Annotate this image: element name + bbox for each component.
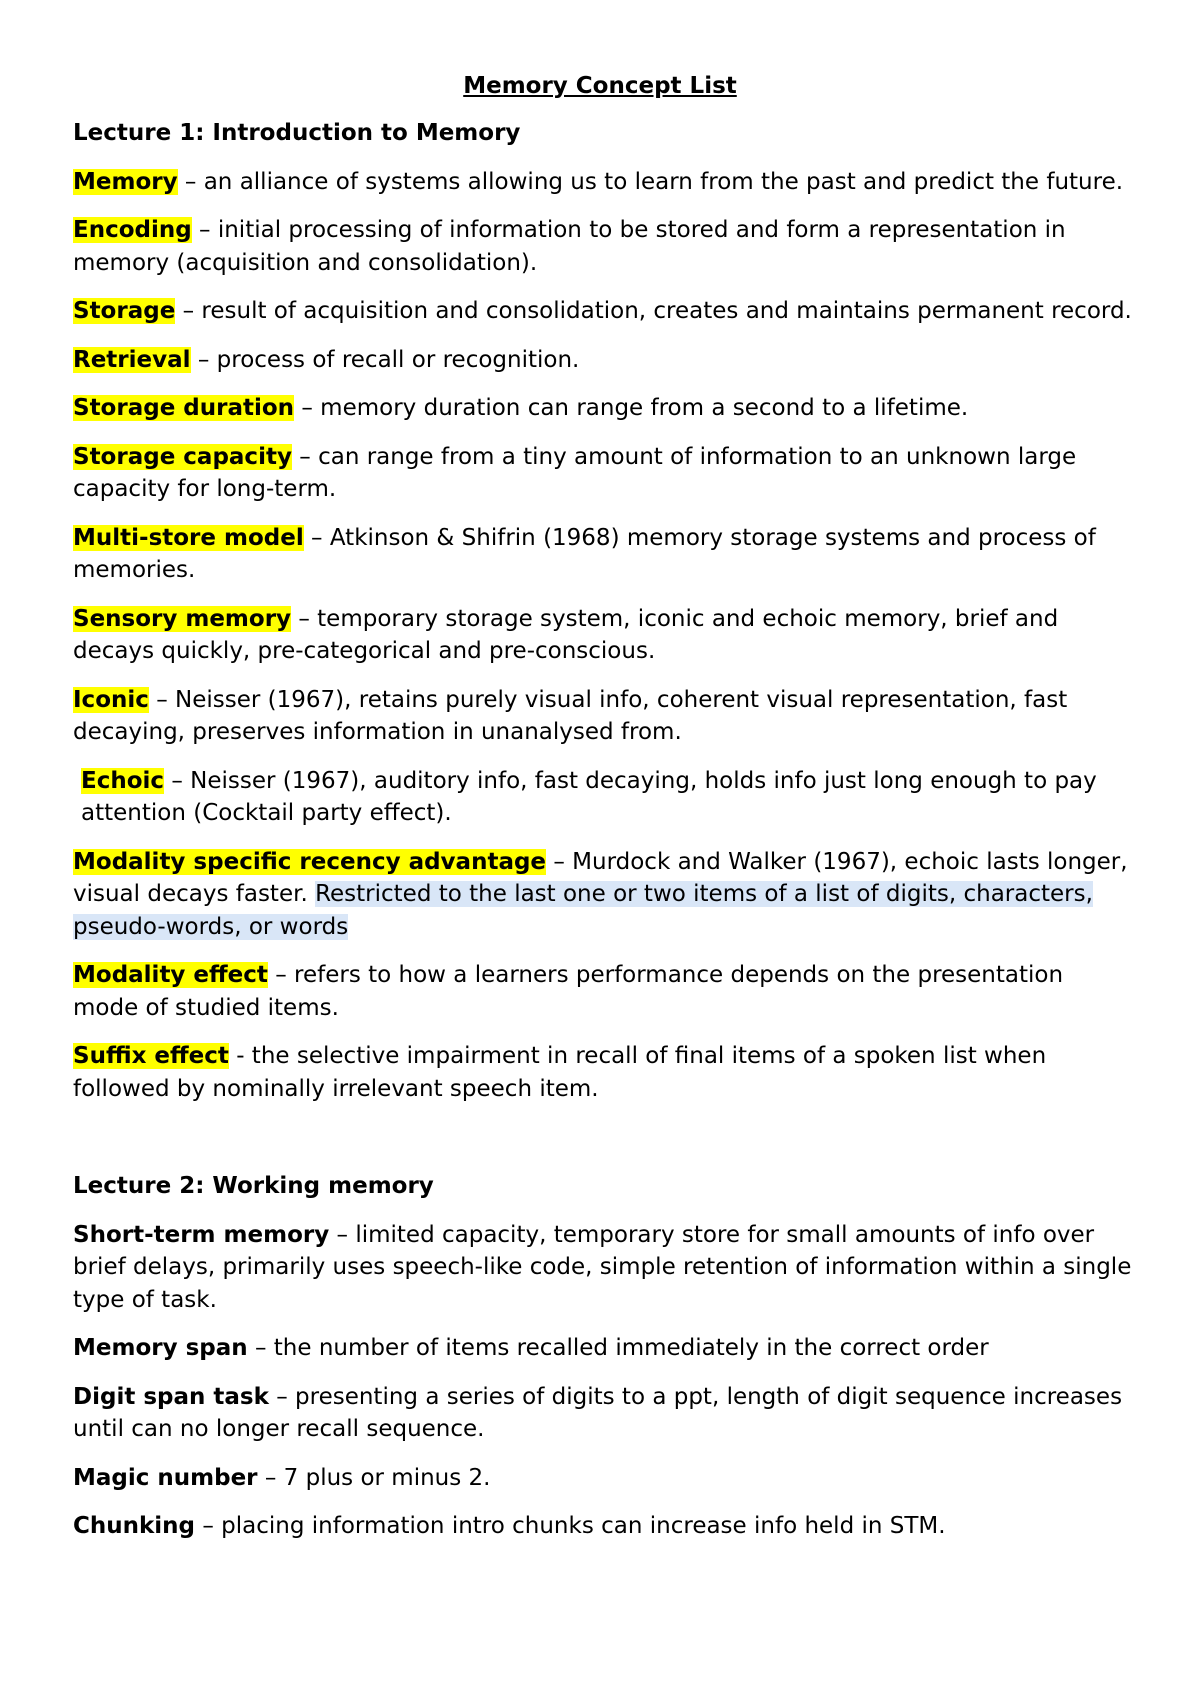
section-spacer [73,1121,1200,1170]
concept-definition: – an alliance of systems allowing us to learn from the past and predict the future. [177,168,1124,195]
concept-term: Sensory memory [73,605,292,632]
concept-storage-capacity [73,441,1133,506]
concept-storage-duration [73,392,1133,425]
concept-term: Modality effect [73,962,268,988]
concept-term: Digit span task [73,1383,269,1410]
concept-encoding [73,214,1133,279]
lecture-1-heading: Lecture 1: Introduction to Memory [73,120,521,146]
concept-term: Short-term memory [73,1221,330,1248]
concept-retrieval [73,344,1133,377]
highlighted-note: Restricted to the last one or two items of a list of digits, characters, pseudo-words, or words [73,881,1093,940]
lecture-2-heading: Lecture 2: Working memory [73,1173,434,1199]
concept-term: Memory span [73,1335,248,1361]
concept-definition: – Murdock and Walker (1967), echoic lasts longer, visual decays faster. [73,848,1128,907]
concept-term: Storage duration [73,395,295,421]
concept-term: Chunking [73,1513,196,1539]
concept-term: Echoic [81,767,165,794]
concept-definition: – refers to how a learners performance depends on the presentation mode of studied items. [73,962,1064,1021]
concept-definition: – Neisser (1967), retains purely visual info, coherent visual representation, fast decaying, preserves information in unanalysed from. [73,686,1068,745]
concept-definition: – process of recall or recognition. [190,346,580,373]
concept-definition: – 7 plus or minus 2. [257,1464,491,1491]
concept-storage [73,295,1133,328]
concept-echoic [73,765,1141,830]
concept-term: Storage capacity [73,443,292,470]
concept-short-term-memory [73,1219,1133,1317]
concept-definition: – Neisser (1967), auditory info, fast decaying, holds info just long enough to pay attention (Cocktail party effect). [81,767,1097,826]
concept-definition: – the number of items recalled immediately in the correct order [247,1335,989,1361]
concept-definition: – result of acquisition and consolidation, creates and maintains permanent record. [175,298,1132,324]
concept-memory-span [73,1332,1133,1365]
concept-modality-specific-recency-advantage [73,846,1133,944]
concept-magic-number [73,1462,1133,1495]
concept-definition: – Atkinson & Shifrin (1968) memory storage systems and process of memories. [73,524,1096,583]
concept-multi-store-model [73,522,1133,587]
concept-definition: - the selective impairment in recall of final items of a spoken list when followed by nominally irrelevant speech item. [73,1043,1047,1102]
concept-term: Multi-store model [73,524,304,551]
concept-term: Suffix effect [73,1043,229,1069]
concept-modality-effect [73,959,1133,1024]
concept-term: Storage [73,298,176,324]
concept-memory [73,166,1133,199]
concept-sensory-memory [73,603,1133,668]
document-title: Memory Concept List [463,73,737,99]
concept-definition: – presenting a series of digits to a ppt, length of digit sequence increases until can no longer recall sequence. [73,1383,1123,1442]
concept-definition: – placing information intro chunks can increase info held in STM. [195,1513,946,1539]
concept-term: Encoding [73,217,192,243]
concept-digit-span-task [73,1381,1133,1446]
concept-iconic [73,684,1133,749]
concept-definition: – temporary storage system, iconic and echoic memory, brief and decays quickly, pre-categorical and pre-conscious. [73,605,1059,664]
concept-definition: – initial processing of information to be stored and form a representation in memory (acquisition and consolidation). [73,217,1066,276]
concept-term: Iconic [73,686,149,713]
concept-term: Modality specific recency advantage [73,848,547,875]
concept-term: Magic number [73,1464,258,1491]
concept-term: Memory [73,168,178,195]
concept-suffix-effect [73,1040,1133,1105]
concept-definition: – limited capacity, temporary store for small amounts of info over brief delays, primarily uses speech-like code, simple retention of information within a single type of task. [73,1221,1132,1313]
concept-definition: – memory duration can range from a second to a lifetime. [294,395,969,421]
concept-definition: – can range from a tiny amount of information to an unknown large capacity for long-term. [73,443,1077,502]
concept-term: Retrieval [73,346,191,373]
concept-chunking [73,1510,1133,1543]
